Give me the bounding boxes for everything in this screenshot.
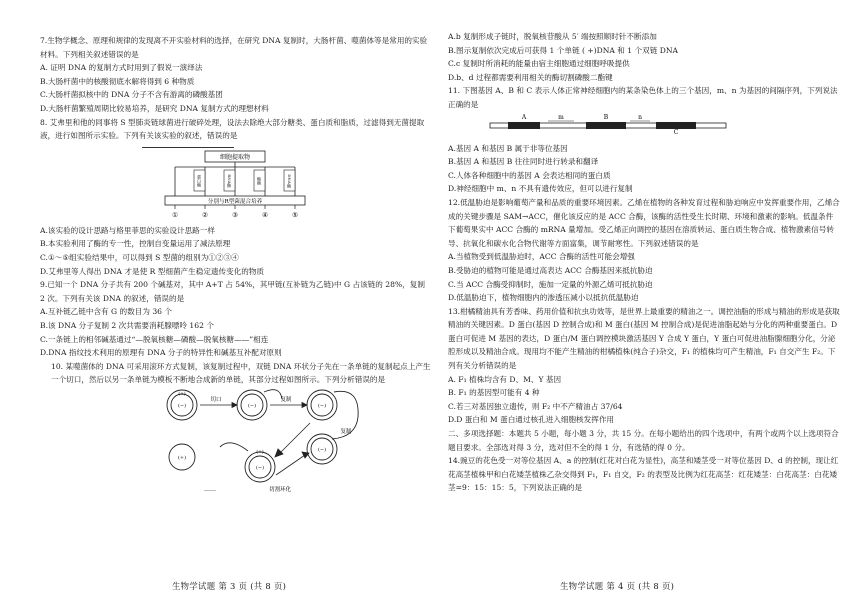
label-plus-1: (+) — [178, 391, 186, 397]
separator-line — [142, 147, 234, 148]
q12-option-b: B.受胁迫的植物可能是通过高表达 ACC 合酶基因来抵抗胁迫 — [448, 265, 653, 275]
q10-option-b: B.图示复制依次完成后可获得 1 个单链 ( +)DNA 和 1 个双链 DNA — [448, 45, 678, 55]
q12-option-d: D.低温胁迫下，植物细胞内的渗透压减小以抵抗低温胁迫 — [448, 293, 639, 303]
mix-culture-label: 分别与R型菌混合培养 — [207, 198, 263, 205]
page-footer-right: 生物学试题 第 4 页 (共 8 页) — [560, 581, 675, 591]
label-plus-3: (+) — [256, 449, 264, 455]
gene-c-block — [656, 122, 696, 129]
q8-option-d: D.艾弗里等人得出 DNA 才是使 R 型细菌产生稳定遗传变化的物质 — [40, 266, 265, 276]
gene-a-label: A — [521, 113, 527, 121]
q9-option-a: A.互补链乙链中含有 G 的数目为 36 个 — [40, 307, 172, 317]
q7-option-c: C.大肠杆菌拟核中的 DNA 分子不含有游离的磷酸基团 — [40, 90, 223, 100]
q8-stem: 8. 艾弗里和他的同事将 S 型肺炎链球菌进行破碎处理，设法去除绝大部分糖类、蛋白质和脂质，过滤得到无菌提取液，进行如图所示实验。下列有关该实验的叙述，错误的是 — [40, 117, 425, 141]
q13-option-c: C.若三对基因独立遗传，则 F₂ 中不产精油占 37/64 — [448, 401, 623, 411]
tag-dnase: DNA酶 — [287, 173, 292, 188]
section-2-heading: 二、多项选择题：本题共 5 小题，每小题 3 分，共 15 分。在每小题给出的四个选项中，有两个或两个以上选项符合题目要求。全部选对得 3 分，选对但不全的得 1 分，有选错的得 0 分。 — [448, 429, 839, 452]
tag-esterase: 酯酶 — [257, 176, 262, 185]
q7-option-b: B.大肠杆菌中的核酸彻底水解将得到 6 种物质 — [40, 76, 195, 86]
avery-experiment-figure — [160, 150, 310, 220]
tag-protease: 蛋白酶 — [197, 174, 202, 187]
label-plus-2: (+) — [177, 454, 187, 461]
label-cut-loop: 切割环化 — [268, 486, 292, 493]
gene-c-label: C — [673, 128, 679, 136]
q8-option-b: B.本实验利用了酶的专一性，控制自变量运用了减法原理 — [40, 239, 231, 249]
page-footer-left: 生物学试题 第 3 页 (共 8 页) — [172, 581, 287, 591]
label-minus-5: (−) — [255, 464, 265, 471]
q7-option-d: D.大肠杆菌繁殖周期比较易培养，是研究 DNA 复制方式的理想材料 — [40, 103, 269, 113]
q10-stem: 10. 某噬菌体的 DNA 可采用滚环方式复制，该复制过程中，双链 DNA 环状分子先在一条单链的复制起点上产生一个切口，然后以另一条单链为模板不断地合成新的单链，其部分过程如图所示。下列分析错误的是 — [51, 361, 431, 385]
q8-option-a: A.该实验的设计思路与格里菲思的实验设计思路一样 — [40, 225, 215, 235]
q11-option-a: A.基因 A 和基因 B 属于非等位基因 — [448, 143, 568, 153]
q13-stem: 13.柑橘精油具有芳香味、药用价值和抗虫功效等，是世界上最重要的精油之一。调控油脂的形成与精油的形成是获取精油的关键因素。D 蛋白(基因 D 控制合成)和 M 蛋白(基因 M 控制合成)是促进油脂起始与分化的两种重要蛋白。D 蛋白可促进 M 基因的表达，D 蛋白/M 蛋白调控模块激活基因 Y 合成 Y 蛋白，Y 蛋白可促进油脂腺细胞分化，分泌腔形成以及精油合成。现用均不能产生精油的柑橘植株(纯合子)杂交，F₁ 的植株均可产生精油，F₁ 自交产生 F₂。下列有关分析错误的是 — [448, 306, 840, 371]
group-5: ⑤ — [292, 210, 298, 219]
q12-stem: 12.低温胁迫是影响葡萄产量和品质的重要环境因素。乙烯在植物的各种发育过程和胁迫响应中发挥重要作用，乙烯合成的关键步骤是 SAM→ACC，催化该反应的是 ACC 合酶，该酶的活性受生长时期、环境和激素的影响。低温条件下葡萄果实中 ACC 合酶的 mRNA 量增加。受乙烯正向调控的基因在溶质转运、蛋白质生物合成、植物激素信号转导、抗氧化和碳水化合物代谢等方面富集，调节耐寒性。下列叙述错误的是 — [448, 197, 840, 248]
spacer-n-label: n — [638, 113, 642, 121]
q12-option-c: C.当 ACC 合酶受抑制时，施加一定量的外源乙烯可抵抗胁迫 — [448, 279, 653, 289]
q10-option-a: A.b 复制形成子链时，脱氧核苷酸从 5′ 端按照顺时针不断添加 — [448, 32, 657, 41]
q7-option-a: A. 证明 DNA 的复制方式时用到了假说一演绎法 — [40, 63, 203, 73]
label-replicate-2: 复制 — [340, 428, 352, 435]
q12-option-a: A.当植物受到低温胁迫时，ACC 合酶的活性可能会增强 — [448, 252, 635, 262]
spacer-m-label: m — [558, 113, 564, 121]
tag-rnase: RNA酶 — [227, 174, 232, 188]
chromosome-gene-figure — [488, 112, 728, 140]
q11-option-d: D.神经细胞中 m、n 不具有遗传效应，但可以进行复制 — [448, 184, 633, 194]
q9-option-d: D.DNA 指纹技术利用的原理有 DNA 分子的特异性和碱基互补配对原则 — [40, 348, 282, 358]
gene-b-label: B — [603, 113, 609, 121]
group-3: ③ — [232, 210, 238, 219]
q9-option-c: C.一条链上的相邻碱基通过“—脱氧核糖—磷酸—脱氧核糖——”相连 — [40, 334, 269, 344]
q13-option-d: D.D 蛋白和 M 蛋白通过核孔进入细胞核发挥作用 — [448, 415, 615, 425]
q7-stem: 7.生物学概念、原理和规律的发现离不开实验材料的选择，在研究 DNA 复制时，大肠杆菌、噬菌体等是常用的实验材料。下列相关叙述错误的是 — [40, 36, 428, 59]
group-2: ② — [202, 210, 208, 219]
left-column — [40, 34, 432, 499]
label-dots: …… — [204, 485, 216, 493]
label-cut: 切口 — [210, 396, 222, 403]
gene-a-block — [508, 122, 540, 129]
label-minus-4: (−) — [317, 446, 327, 453]
rolling-circle-figure — [160, 387, 370, 497]
label-minus-1: (−) — [177, 402, 187, 409]
gene-b-block — [586, 122, 626, 129]
label-minus-2: (−) — [247, 402, 257, 409]
label-minus-3: (−) — [317, 402, 327, 409]
q11-option-b: B.基因 A 和基因 B 往往同时进行转录和翻译 — [448, 157, 599, 167]
group-4: ④ — [262, 210, 268, 219]
q14-stem: 14.豌豆的花色受一对等位基因 A、a 的控制(红花对白花为显性)，高茎和矮茎受一对等位基因 D、d 的控制，现让红花高茎植株甲和白花矮茎植株乙杂交得到 F₁，F₁ 自交，F₂ 的表型及比例为红花高茎：红花矮茎：白花高茎：白花矮茎=9：15：15：5，下列说法正确的是 — [448, 456, 839, 493]
q10-option-d: D.b、d 过程都需要利用相关的酶切割磷酸二酯键 — [448, 72, 613, 82]
q13-option-b: B. F₁ 的基因型可能有 4 种 — [448, 388, 540, 398]
q10-option-c: C.c 复制时所消耗的能量由宿主细胞通过细胞呼吸提供 — [448, 59, 630, 69]
q8-option-c: C.①～⑤组实验结果中，可以得到 S 型菌的组别为①②③④ — [40, 252, 239, 262]
q11-stem: 11. 下图基因 A、B 和 C 表示人体正常神经细胞内的某条染色体上的三个基因，m、n 为基因的间隔序列，下列说法正确的是 — [448, 86, 838, 109]
label-replicate-1: 复制 — [280, 396, 292, 403]
group-1: ① — [172, 210, 178, 219]
q9-option-b: B.该 DNA 分子复制 2 次共需要消耗腺嘌呤 162 个 — [40, 320, 214, 330]
q11-option-c: C.人体各种细胞中的基因 A 会表达相同的蛋白质 — [448, 170, 611, 180]
right-column — [448, 30, 840, 495]
extract-label: 细胞提取物 — [219, 153, 251, 161]
q13-option-a: A. F₁ 植株均含有 D、M、Y 基因 — [448, 374, 562, 384]
q9-stem: 9.已知一个 DNA 分子共有 200 个碱基对，其中 A+T 占 54%，其甲链(互补链为乙链)中 G 占该链的 28%，复制 2 次。下列有关该 DNA 的叙述，错误的是 — [40, 280, 425, 303]
